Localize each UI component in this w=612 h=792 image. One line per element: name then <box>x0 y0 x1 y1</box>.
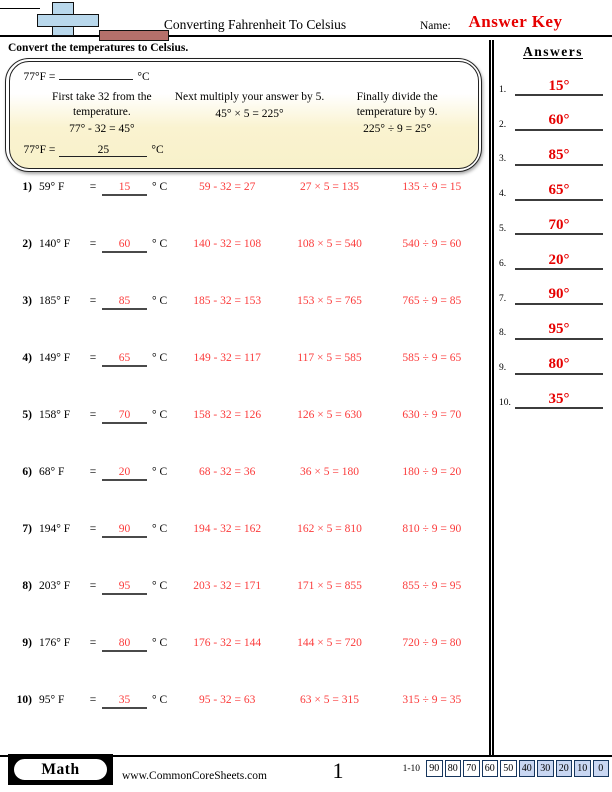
answer-value-blank[interactable]: 95° <box>515 322 603 340</box>
problem-number: 10) <box>16 694 32 707</box>
celsius-unit: ° C <box>152 466 168 479</box>
answer-item <box>494 202 612 237</box>
celsius-unit: ° C <box>152 238 168 251</box>
work-subtraction: 95 - 32 = 63 <box>199 694 256 707</box>
answers-panel <box>489 40 612 756</box>
work-multiplication: 153 × 5 = 765 <box>297 295 362 308</box>
answer-number: 8. <box>499 328 507 339</box>
worksheet-header <box>0 0 612 37</box>
fahrenheit-value: 203° F <box>39 580 71 593</box>
work-subtraction: 68 - 32 = 36 <box>199 466 256 479</box>
work-subtraction: 149 - 32 = 117 <box>193 352 261 365</box>
problem-row <box>0 519 489 576</box>
celsius-answer-blank[interactable]: 35 <box>102 694 147 709</box>
example-step <box>36 90 169 135</box>
work-division: 135 ÷ 9 = 15 <box>402 181 462 194</box>
work-multiplication: 171 × 5 = 855 <box>297 580 362 593</box>
problem-statement <box>10 409 176 462</box>
answers-list <box>494 63 612 411</box>
celsius-answer-blank[interactable]: 80 <box>102 637 147 652</box>
score-cell: 70 <box>463 760 480 777</box>
subject-label: Math <box>12 757 109 782</box>
problem-statement <box>10 352 176 405</box>
answer-item <box>494 376 612 411</box>
work-subtraction: 158 - 32 = 126 <box>193 409 262 422</box>
directions-text: Convert the temperatures to Celsius. <box>8 41 189 54</box>
example-answer-line <box>24 144 468 157</box>
work-division: 315 ÷ 9 = 35 <box>402 694 462 707</box>
work-subtraction: 59 - 32 = 27 <box>199 181 256 194</box>
problem-number: 7) <box>22 523 32 536</box>
page-number: 1 <box>332 758 344 783</box>
answer-value-blank[interactable]: 85° <box>515 148 603 166</box>
work-multiplication: 27 × 5 = 135 <box>300 181 359 194</box>
celsius-unit: ° C <box>152 523 168 536</box>
example-question-suffix: °C <box>137 71 150 83</box>
answer-value-blank[interactable]: 80° <box>515 357 603 375</box>
answer-value-blank[interactable]: 65° <box>515 183 603 201</box>
work-division: 180 ÷ 9 = 20 <box>402 466 462 479</box>
example-answer-prefix: 77°F = <box>23 143 56 156</box>
example-step-equation: 225° ÷ 9 = 25° <box>363 122 432 135</box>
problem-number: 2) <box>22 238 32 251</box>
example-step-text: First take 32 from the temperature. <box>52 91 152 118</box>
celsius-unit: ° C <box>152 181 168 194</box>
answer-item <box>494 63 612 98</box>
work-division: 855 ÷ 9 = 95 <box>402 580 462 593</box>
example-step <box>168 90 331 135</box>
website-link[interactable]: www.CommonCoreSheets.com <box>122 770 267 782</box>
problem-number: 1) <box>22 181 32 194</box>
fahrenheit-value: 140° F <box>39 238 71 251</box>
work-division: 720 ÷ 9 = 80 <box>402 637 462 650</box>
score-cell: 90 <box>426 760 443 777</box>
problem-row <box>0 405 489 462</box>
answer-number: 3. <box>499 154 507 165</box>
celsius-unit: ° C <box>152 295 168 308</box>
equals-sign: = <box>89 580 97 593</box>
equals-sign: = <box>89 466 97 479</box>
celsius-answer-blank[interactable]: 60 <box>102 238 147 253</box>
answer-item <box>494 341 612 376</box>
score-cell: 60 <box>482 760 499 777</box>
score-cell: 40 <box>519 760 536 777</box>
problem-number: 5) <box>22 409 32 422</box>
celsius-answer-blank[interactable]: 70 <box>102 409 147 424</box>
fahrenheit-value: 59° F <box>39 181 65 194</box>
worksheet-body <box>0 40 612 756</box>
example-step-text: Next multiply your answer by 5. <box>174 91 325 103</box>
answer-item <box>494 271 612 306</box>
celsius-answer-blank[interactable]: 90 <box>102 523 147 538</box>
problem-row <box>0 291 489 348</box>
fahrenheit-value: 149° F <box>39 352 71 365</box>
work-subtraction: 194 - 32 = 162 <box>193 523 262 536</box>
problem-statement <box>10 295 176 348</box>
score-cell: 80 <box>445 760 462 777</box>
answer-value-blank[interactable]: 15° <box>515 79 603 97</box>
work-multiplication: 117 × 5 = 585 <box>297 352 362 365</box>
plus-logo-crossbar-icon <box>37 14 99 27</box>
problem-row <box>0 462 489 519</box>
equals-sign: = <box>89 352 97 365</box>
problem-row <box>0 690 489 747</box>
work-subtraction: 140 - 32 = 108 <box>193 238 262 251</box>
answer-item <box>494 97 612 132</box>
work-division: 540 ÷ 9 = 60 <box>402 238 462 251</box>
answer-value-blank[interactable]: 90° <box>515 287 603 305</box>
answer-number: 10. <box>499 397 511 408</box>
equals-sign: = <box>89 523 97 536</box>
score-grid <box>403 760 609 777</box>
answer-number: 2. <box>499 119 507 130</box>
answer-item <box>494 306 612 341</box>
fahrenheit-value: 95° F <box>39 694 65 707</box>
answer-number: 9. <box>499 363 507 374</box>
example-answer-suffix: °C <box>151 143 164 156</box>
work-multiplication: 162 × 5 = 810 <box>297 523 362 536</box>
celsius-unit: ° C <box>152 580 168 593</box>
answer-number: 7. <box>499 293 507 304</box>
celsius-unit: ° C <box>152 637 168 650</box>
problem-number: 6) <box>22 466 32 479</box>
work-multiplication: 126 × 5 = 630 <box>297 409 362 422</box>
problem-statement <box>10 637 176 690</box>
page-title: Converting Fahrenheit To Celsius <box>163 17 347 32</box>
example-box-inner <box>9 61 479 169</box>
example-step-text: Finally divide the temperature by 9. <box>356 91 438 118</box>
name-label: Name: <box>420 20 451 32</box>
example-question-line <box>24 71 468 83</box>
subject-badge <box>8 754 113 785</box>
answer-item <box>494 167 612 202</box>
answer-number: 4. <box>499 189 507 200</box>
example-box <box>5 58 482 173</box>
answer-value-blank[interactable]: 70° <box>515 218 603 236</box>
score-cell: 20 <box>556 760 573 777</box>
example-question-prefix: 77°F = <box>23 71 56 83</box>
problem-row <box>0 348 489 405</box>
celsius-answer-blank[interactable]: 20 <box>102 466 147 481</box>
answer-item <box>494 236 612 271</box>
main-column <box>0 40 489 756</box>
fahrenheit-value: 194° F <box>39 523 71 536</box>
problem-row <box>0 633 489 690</box>
answer-number: 1. <box>499 84 507 95</box>
problem-row <box>0 576 489 633</box>
equals-sign: = <box>89 181 97 194</box>
answer-item <box>494 132 612 167</box>
celsius-answer-blank[interactable]: 15 <box>102 181 147 196</box>
work-multiplication: 108 × 5 = 540 <box>297 238 362 251</box>
work-subtraction: 176 - 32 = 144 <box>193 637 262 650</box>
work-multiplication: 36 × 5 = 180 <box>300 466 359 479</box>
example-step-equation: 77° - 32 = 45° <box>69 122 135 135</box>
answer-value-blank[interactable]: 60° <box>515 113 603 131</box>
work-division: 630 ÷ 9 = 70 <box>402 409 462 422</box>
worksheet-footer <box>0 755 612 792</box>
example-question-blank <box>59 79 133 80</box>
problem-statement <box>10 238 176 291</box>
fahrenheit-value: 68° F <box>39 466 65 479</box>
problem-row <box>0 234 489 291</box>
example-steps <box>24 90 468 135</box>
logo-ledge-line <box>0 8 40 9</box>
work-division: 765 ÷ 9 = 85 <box>402 295 462 308</box>
work-division: 585 ÷ 9 = 65 <box>402 352 462 365</box>
problems-list <box>0 172 489 747</box>
celsius-unit: ° C <box>152 409 168 422</box>
fahrenheit-value: 158° F <box>39 409 71 422</box>
problem-statement <box>10 694 176 747</box>
answer-key-label: Answer Key <box>468 12 563 31</box>
work-subtraction: 203 - 32 = 171 <box>193 580 262 593</box>
problem-statement <box>10 523 176 576</box>
example-step <box>331 90 464 135</box>
equals-sign: = <box>89 637 97 650</box>
answers-heading: Answers <box>523 43 583 59</box>
work-subtraction: 185 - 32 = 153 <box>193 295 262 308</box>
problem-statement <box>10 466 176 519</box>
equals-sign: = <box>89 694 97 707</box>
celsius-unit: ° C <box>152 694 168 707</box>
score-cell: 10 <box>574 760 591 777</box>
example-answer-value: 25 <box>59 144 147 157</box>
equals-sign: = <box>89 295 97 308</box>
answer-number: 6. <box>499 258 507 269</box>
problem-number: 9) <box>22 637 32 650</box>
example-step-equation: 45° × 5 = 225° <box>215 107 284 120</box>
answer-value-blank[interactable]: 20° <box>515 253 603 271</box>
problem-statement <box>10 580 176 633</box>
answer-value-blank[interactable]: 35° <box>515 392 603 410</box>
answer-number: 5. <box>499 223 507 234</box>
celsius-answer-blank[interactable]: 95 <box>102 580 147 595</box>
fahrenheit-value: 185° F <box>39 295 71 308</box>
problem-number: 3) <box>22 295 32 308</box>
work-division: 810 ÷ 9 = 90 <box>402 523 462 536</box>
problem-number: 4) <box>22 352 32 365</box>
score-range-label: 1-10 <box>402 763 420 774</box>
score-cell: 50 <box>500 760 517 777</box>
equals-sign: = <box>89 409 97 422</box>
problem-statement <box>10 181 176 234</box>
equals-sign: = <box>89 238 97 251</box>
celsius-answer-blank[interactable]: 65 <box>102 352 147 367</box>
celsius-unit: ° C <box>152 352 168 365</box>
work-multiplication: 144 × 5 = 720 <box>297 637 362 650</box>
celsius-answer-blank[interactable]: 85 <box>102 295 147 310</box>
score-cell: 30 <box>537 760 554 777</box>
score-cell: 0 <box>593 760 610 777</box>
work-multiplication: 63 × 5 = 315 <box>300 694 359 707</box>
problem-number: 8) <box>22 580 32 593</box>
fahrenheit-value: 176° F <box>39 637 71 650</box>
problem-row <box>0 177 489 234</box>
